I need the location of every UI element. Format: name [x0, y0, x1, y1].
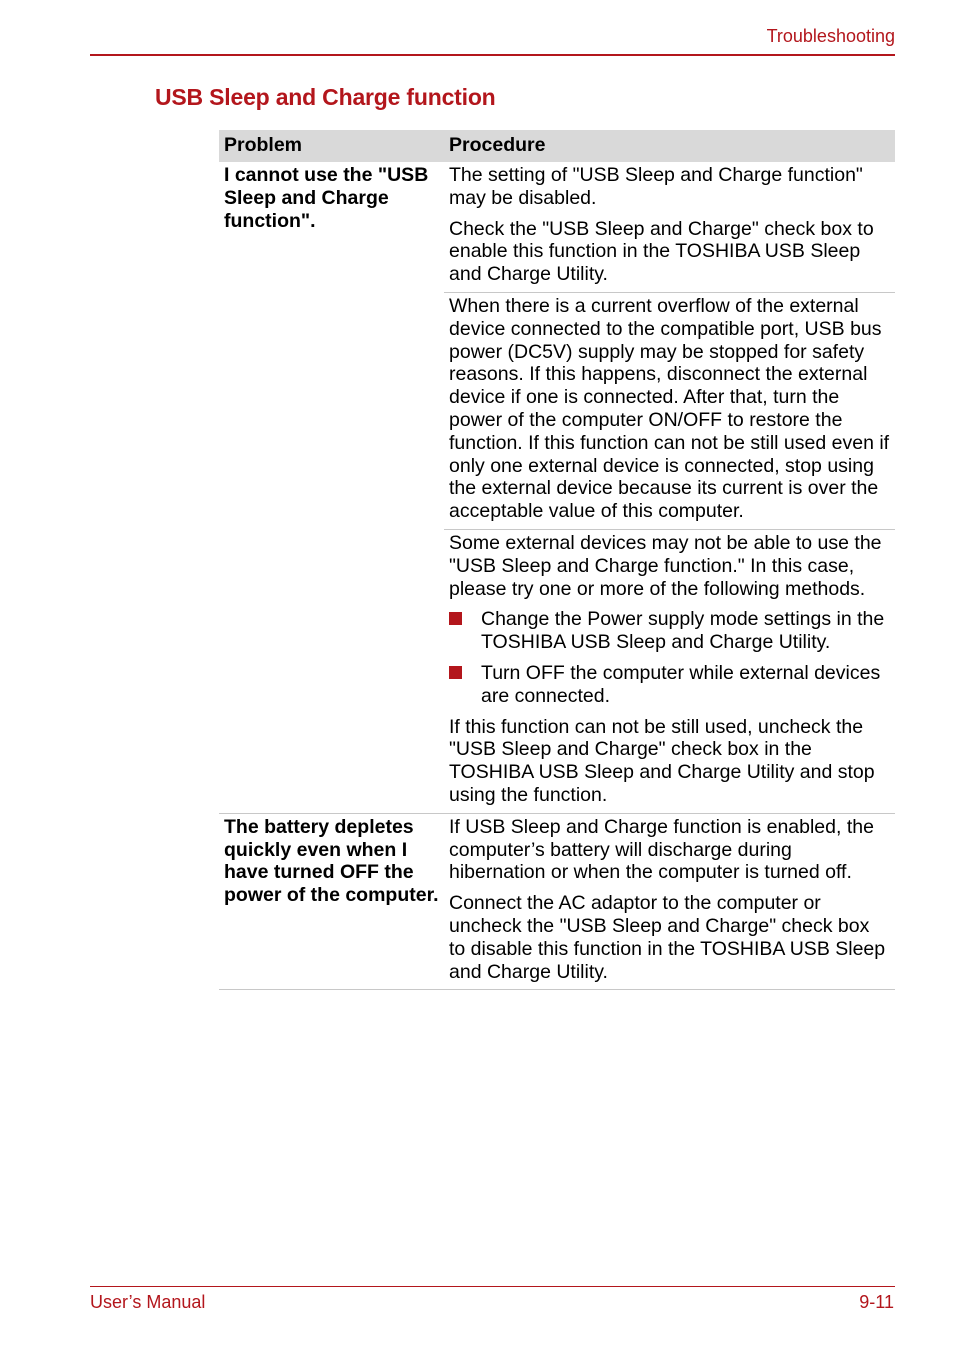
procedure-paragraph: Some external devices may not be able to use the "USB Sleep and Charge function." In this case, please try one or more of the following methods.	[449, 531, 882, 600]
table-header-row	[219, 130, 895, 162]
section-title: USB Sleep and Charge function	[155, 84, 496, 110]
procedure-paragraph: When there is a current overflow of the external device connected to the compatible port, USB bus power (DC5V) supply may be stopped for safety reasons. If this happens, disconnect the external device if one is connected. After that, turn the power of the computer ON/OFF to restore the function. If this function can not be still used even if only one external device is connected, stop using the external device because its current is over the acceptable value of this computer.	[449, 294, 890, 523]
page-number: 9-11	[859, 1292, 894, 1312]
column-header-procedure: Procedure	[444, 130, 895, 162]
bullet-text: Turn OFF the computer while external devices are connected.	[481, 661, 881, 707]
procedure-cell	[444, 162, 895, 292]
procedure-cell	[444, 529, 895, 813]
bullet-item	[449, 662, 890, 708]
header-rule	[90, 54, 895, 56]
procedure-cell	[444, 813, 895, 990]
problem-text: I cannot use the "USB Sleep and Charge function".	[224, 164, 429, 232]
square-bullet-icon	[449, 666, 462, 679]
procedure-paragraph: If this function can not be still used, uncheck the "USB Sleep and Charge" check box in the TOSHIBA USB Sleep and Charge Utility and stop using the function.	[449, 715, 875, 806]
problem-text: The battery depletes quickly even when I have turned OFF the power of the computer.	[224, 815, 439, 907]
column-header-problem: Problem	[219, 130, 444, 162]
problem-cell	[219, 813, 444, 990]
bullet-item	[449, 608, 890, 654]
procedure-paragraph: Connect the AC adaptor to the computer or uncheck the "USB Sleep and Charge" check box to disable this function in the TOSHIBA USB Sleep and Charge Utility.	[449, 892, 886, 983]
procedure-paragraph: Check the "USB Sleep and Charge" check box to enable this function in the TOSHIBA USB Sleep and Charge Utility.	[449, 217, 874, 286]
procedure-paragraph: If USB Sleep and Charge function is enabled, the computer’s battery will discharge during hibernation or when the computer is turned off.	[449, 815, 874, 884]
bullet-text: Change the Power supply mode settings in the TOSHIBA USB Sleep and Charge Utility.	[481, 608, 885, 654]
footer-manual-title: User’s Manual	[90, 1292, 206, 1312]
table-row	[219, 162, 895, 292]
procedure-cell	[444, 292, 895, 529]
square-bullet-icon	[449, 612, 462, 625]
footer-rule	[90, 1286, 895, 1287]
running-header: Troubleshooting	[766, 26, 895, 46]
procedure-paragraph: The setting of "USB Sleep and Charge function" may be disabled.	[449, 164, 863, 209]
problem-cell	[219, 162, 444, 813]
table-row	[219, 813, 895, 990]
troubleshooting-table	[219, 130, 895, 990]
